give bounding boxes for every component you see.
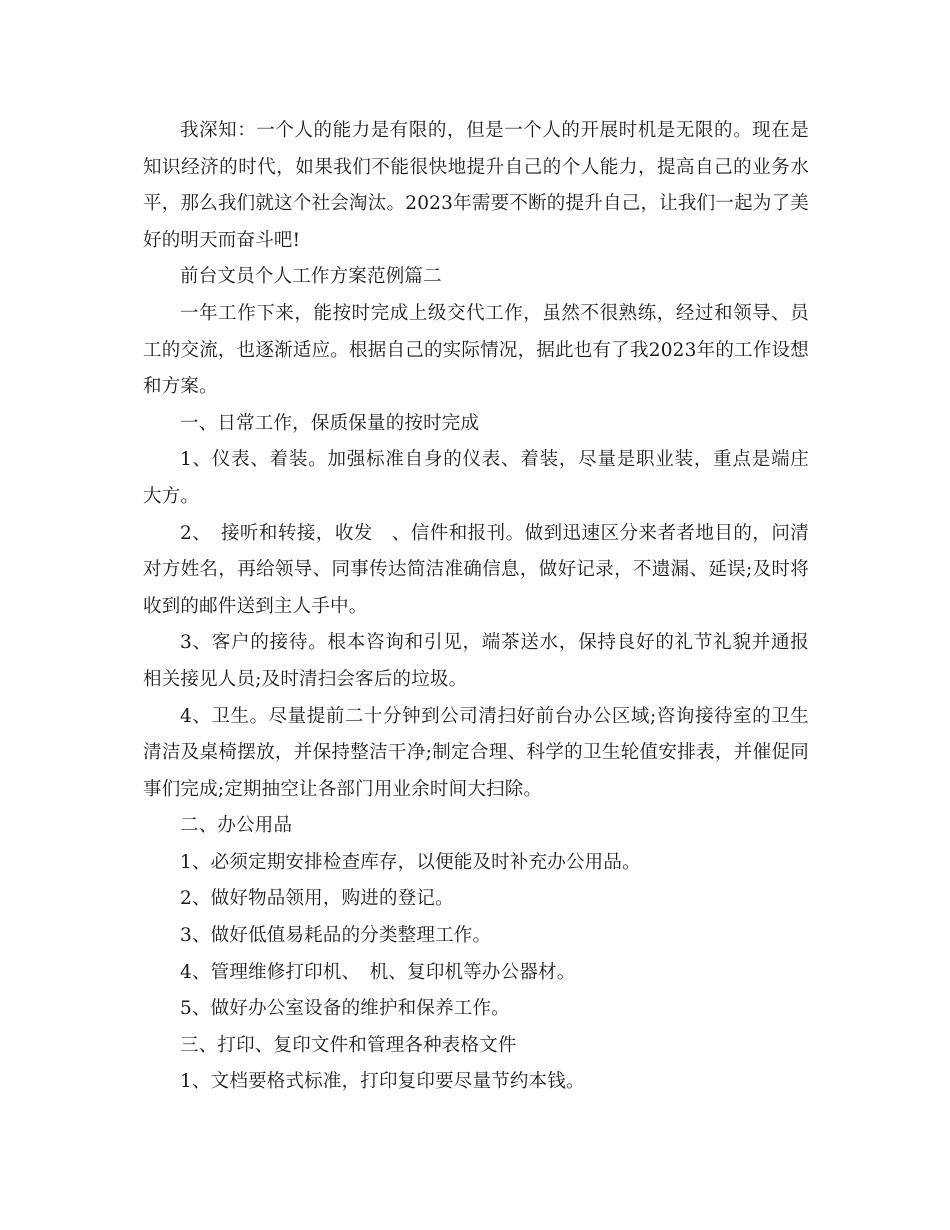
heading-print-and-forms: 三、打印、复印文件和管理各种表格文件 (180, 1034, 517, 1056)
paragraph-year-summary: 一年工作下来，能按时完成上级交代工作，虽然不很熟练，经过和领导、员工的交流，也逐渐适应。根据自己的实际情况，据此也有了我2023年的工作设想和方案。 (143, 302, 809, 398)
item-hygiene: 4、卫生。尽量提前二十分钟到公司清扫好前台办公区域;咨询接待室的卫生清洁及桌椅摆放，并保持整洁干净;制定合理、科学的卫生轮值安排表，并催促同事们完成;定期抽空让各部门用业余时间大扫除。 (143, 705, 809, 800)
item-calls-and-mail: 2、 接听和转接，收发 、信件和报刊。做到迅速区分来者者地目的，问清对方姓名，再给领导、同事传达简洁准确信息，做好记录，不遗漏、延误;及时将收到的邮件送到主人手中。 (143, 522, 809, 617)
heading-daily-work: 一、日常工作，保质保量的按时完成 (180, 412, 480, 434)
item-register-items: 2、做好物品领用，购进的登记。 (180, 888, 454, 910)
item-check-inventory: 1、必须定期安排检查库存，以便能及时补充办公用品。 (180, 851, 641, 873)
item-maintain-equipment: 5、做好办公室设备的维护和保养工作。 (180, 998, 510, 1020)
item-document-format: 1、文档要格式标准，打印复印要尽量节约本钱。 (180, 1071, 585, 1093)
section-title-part-two: 前台文员个人工作方案范例篇二 (180, 266, 442, 288)
heading-office-supplies: 二、办公用品 (180, 815, 293, 837)
item-sort-consumables: 3、做好低值易耗品的分类整理工作。 (180, 925, 492, 947)
item-client-reception: 3、客户的接待。根本咨询和引见，端茶送水，保持良好的礼节礼貌并通报相关接见人员;及时清扫会客后的垃圾。 (143, 632, 809, 690)
item-manage-equipment: 4、管理维修打印机、 机、复印机等办公器材。 (180, 961, 576, 983)
document-body (143, 113, 809, 1101)
item-appearance: 1、仪表、着装。加强标准自身的仪表、着装，尽量是职业装，重点是端庄大方。 (143, 449, 809, 507)
paragraph-ability-limited: 我深知：一个人的能力是有限的，但是一个人的开展时机是无限的。现在是知识经济的时代，如果我们不能很快地提升自己的个人能力，提高自己的业务水平，那么我们就这个社会淘汰。2023年需要不断的提升自己，让我们一起为了美好的明天而奋斗吧! (143, 120, 809, 251)
